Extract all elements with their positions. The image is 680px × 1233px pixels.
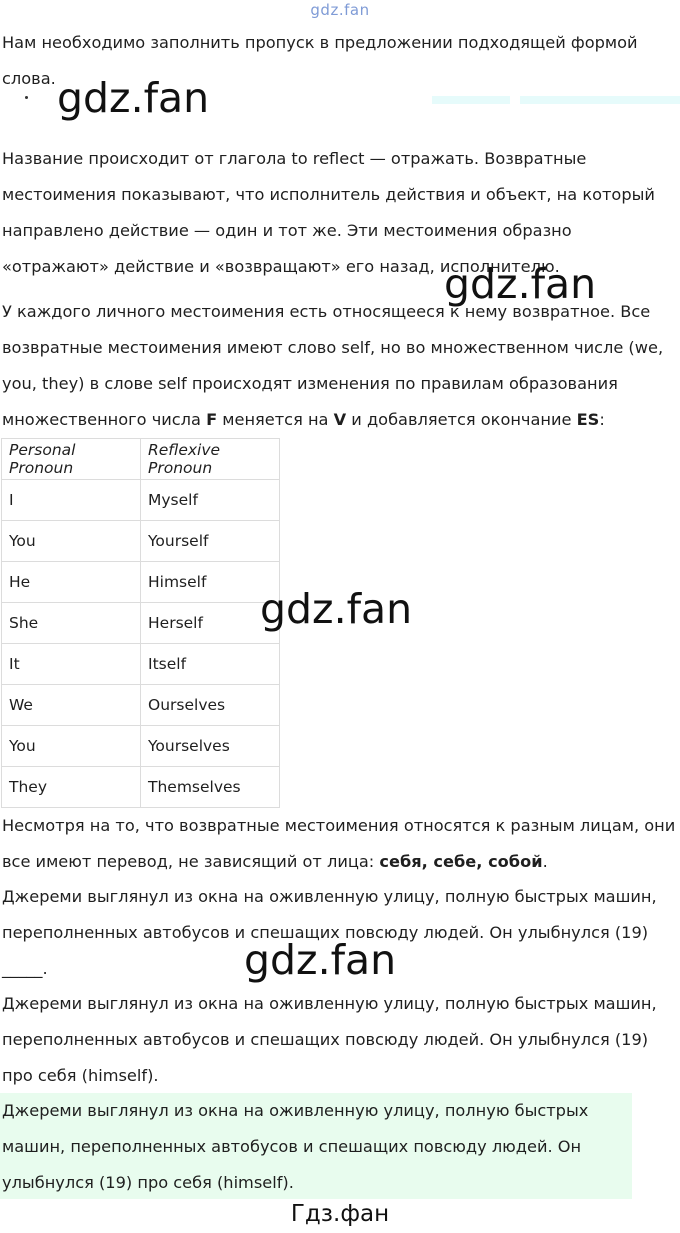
letter-v: V bbox=[333, 410, 347, 429]
letter-f: F bbox=[206, 410, 218, 429]
sentence-with-gap: Джереми выглянул из окна на оживленную улицу, полную быстрых машин, переполненных автобусов и спешащих повсюду людей. Он улыбнулся (19) _____. bbox=[2, 887, 657, 978]
reflexive-pronoun-cell: Myself bbox=[141, 480, 280, 521]
watermark: gdz.fan bbox=[444, 260, 597, 308]
table-row bbox=[2, 562, 280, 603]
sentence-filled: Джереми выглянул из окна на оживленную улицу, полную быстрых машин, переполненных автобусов и спешащих повсюду людей. Он улыбнулся (19) про себя (himself). bbox=[2, 994, 657, 1085]
explanation-3-end: . bbox=[542, 852, 548, 871]
table-row bbox=[2, 603, 280, 644]
table-row bbox=[2, 644, 280, 685]
watermark: gdz.fan bbox=[260, 585, 413, 633]
watermark-bottom: Гдз.фан bbox=[290, 1201, 390, 1227]
reflexive-pronoun-cell: Herself bbox=[141, 603, 280, 644]
reflexive-pronoun-cell: Themselves bbox=[141, 767, 280, 808]
personal-pronoun-cell: We bbox=[2, 685, 141, 726]
reflexive-pronoun-cell: Itself bbox=[141, 644, 280, 685]
translation-forms: себя, себе, собой bbox=[379, 852, 543, 871]
table-row bbox=[2, 767, 280, 808]
table-row bbox=[2, 480, 280, 521]
watermark: gdz.fan bbox=[244, 936, 397, 984]
explanation-2-text: У каждого личного местоимения есть относящееся к нему возвратное. Все возвратные местоимения имеют слово self, но во множественном числе (we, you, they) в слове self происходят изменения по правилам образования множественного числа bbox=[2, 302, 664, 429]
reflexive-pronoun-cell: Yourself bbox=[141, 521, 280, 562]
decor-dot bbox=[25, 96, 28, 99]
personal-pronoun-cell: I bbox=[2, 480, 141, 521]
table-row bbox=[2, 726, 280, 767]
decor-bar bbox=[520, 96, 680, 104]
table-row bbox=[2, 685, 280, 726]
personal-pronoun-cell: They bbox=[2, 767, 141, 808]
personal-pronoun-cell: You bbox=[2, 521, 141, 562]
explanation-2-mid2: и добавляется окончание bbox=[346, 410, 577, 429]
pronoun-table bbox=[1, 438, 280, 808]
explanation-2-end: : bbox=[599, 410, 605, 429]
reflexive-pronoun-cell: Yourselves bbox=[141, 726, 280, 767]
explanation-2-mid: меняется на bbox=[217, 410, 334, 429]
explanation-paragraph-2 bbox=[2, 294, 678, 438]
decor-bar bbox=[432, 96, 510, 104]
personal-pronoun-cell: You bbox=[2, 726, 141, 767]
personal-pronoun-cell: He bbox=[2, 562, 141, 603]
table-header-row bbox=[2, 439, 280, 480]
explanation-paragraph-1: Название происходит от глагола to reflect — отражать. Возвратные местоимения показывают, что исполнитель действия и объект, на который направлено действие — один и тот же. Эти местоимения образно «отражают» действие и «возвращают» его назад, исполнителю. bbox=[2, 149, 655, 276]
explanation-3-text: Несмотря на то, что возвратные местоимения относятся к разным лицам, они все имеют перевод, не зависящий от лица: bbox=[2, 816, 676, 871]
task-text: Нам необходимо заполнить пропуск в предложении подходящей формой слова. bbox=[2, 33, 638, 88]
personal-pronoun-cell: She bbox=[2, 603, 141, 644]
answer-text: Джереми выглянул из окна на оживленную улицу, полную быстрых машин, переполненных автобусов и спешащих повсюду людей. Он улыбнулся (19) про себя (himself). bbox=[2, 1101, 589, 1192]
suffix-es: ES bbox=[576, 410, 600, 429]
table-row bbox=[2, 521, 280, 562]
watermark: gdz.fan bbox=[57, 74, 210, 122]
header-reflexive-pronoun: Reflexive Pronoun bbox=[141, 439, 280, 480]
reflexive-pronoun-cell: Himself bbox=[141, 562, 280, 603]
explanation-paragraph-3 bbox=[2, 808, 678, 880]
reflexive-pronoun-cell: Ourselves bbox=[141, 685, 280, 726]
personal-pronoun-cell: It bbox=[2, 644, 141, 685]
watermark-top: gdz.fan bbox=[310, 1, 370, 19]
header-personal-pronoun: Personal Pronoun bbox=[2, 439, 141, 480]
